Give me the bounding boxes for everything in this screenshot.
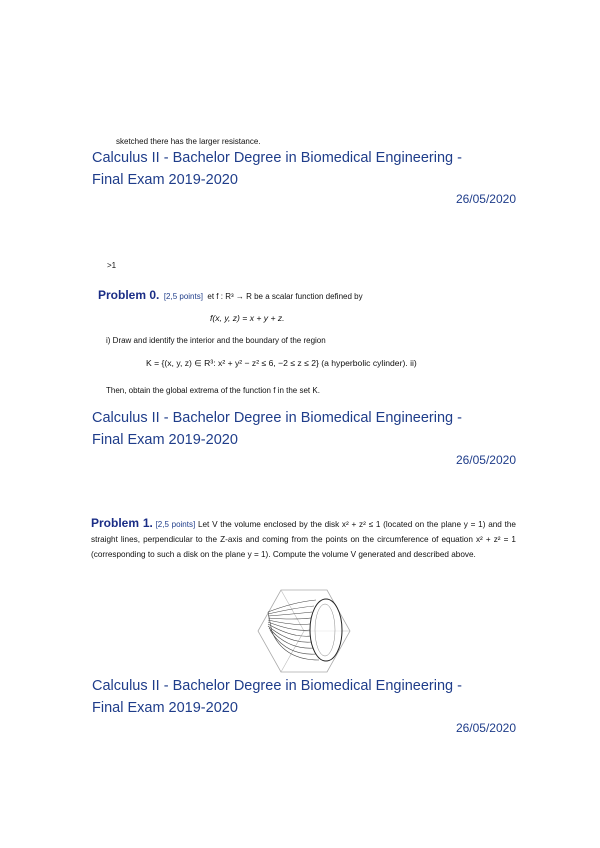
problem-0-heading <box>98 286 363 304</box>
course-title: Calculus II - Bachelor Degree in Biomedical Engineering - <box>92 410 462 426</box>
exam-date: 26/05/2020 <box>455 453 516 467</box>
exam-title: Final Exam 2019-2020 <box>92 700 238 716</box>
section-marker: >1 <box>107 261 117 270</box>
exam-date: 26/05/2020 <box>455 192 516 206</box>
problem-1-body <box>91 516 516 562</box>
text-fragment: sketched there has the larger resistance. <box>116 137 261 146</box>
problem-1-text: Let V the volume enclosed by the disk x² + z² ≤ 1 (located on the plane y = 1) and the straight lines, perpendicular to the Z-axis and coming from the points on the circumference of equation x² + z² = 1 (corresponding to such a disk on the plane y = 1). Compute the volume V generated and described above. <box>91 520 516 559</box>
axis-line <box>281 631 304 672</box>
course-title: Calculus II - Bachelor Degree in Biomedical Engineering - <box>92 150 462 166</box>
exam-title: Final Exam 2019-2020 <box>92 172 238 188</box>
problem-0-intro: et f : R³ → R be a scalar function defined by <box>207 292 363 301</box>
problem-0-region: K = {(x, y, z) ∈ R³: x² + y² − z² ≤ 6, −2 ≤ z ≤ 2} (a hyperbolic cylinder). ii) <box>146 358 417 368</box>
volume-figure <box>254 588 354 674</box>
problem-1-points: [2,5 points] <box>155 520 196 529</box>
exam-title: Final Exam 2019-2020 <box>92 432 238 448</box>
problem-0-function: f(x, y, z) = x + y + z. <box>210 313 285 323</box>
problem-0-then: Then, obtain the global extrema of the function f in the set K. <box>106 386 320 395</box>
problem-0-label: Problem 0. <box>98 288 160 302</box>
problem-0-part-i: i) Draw and identify the interior and the boundary of the region <box>106 336 326 345</box>
problem-1-label: Problem 1. <box>91 516 153 530</box>
course-title: Calculus II - Bachelor Degree in Biomedical Engineering - <box>92 678 462 694</box>
exam-date: 26/05/2020 <box>455 721 516 735</box>
problem-0-points: [2,5 points] <box>163 292 203 301</box>
